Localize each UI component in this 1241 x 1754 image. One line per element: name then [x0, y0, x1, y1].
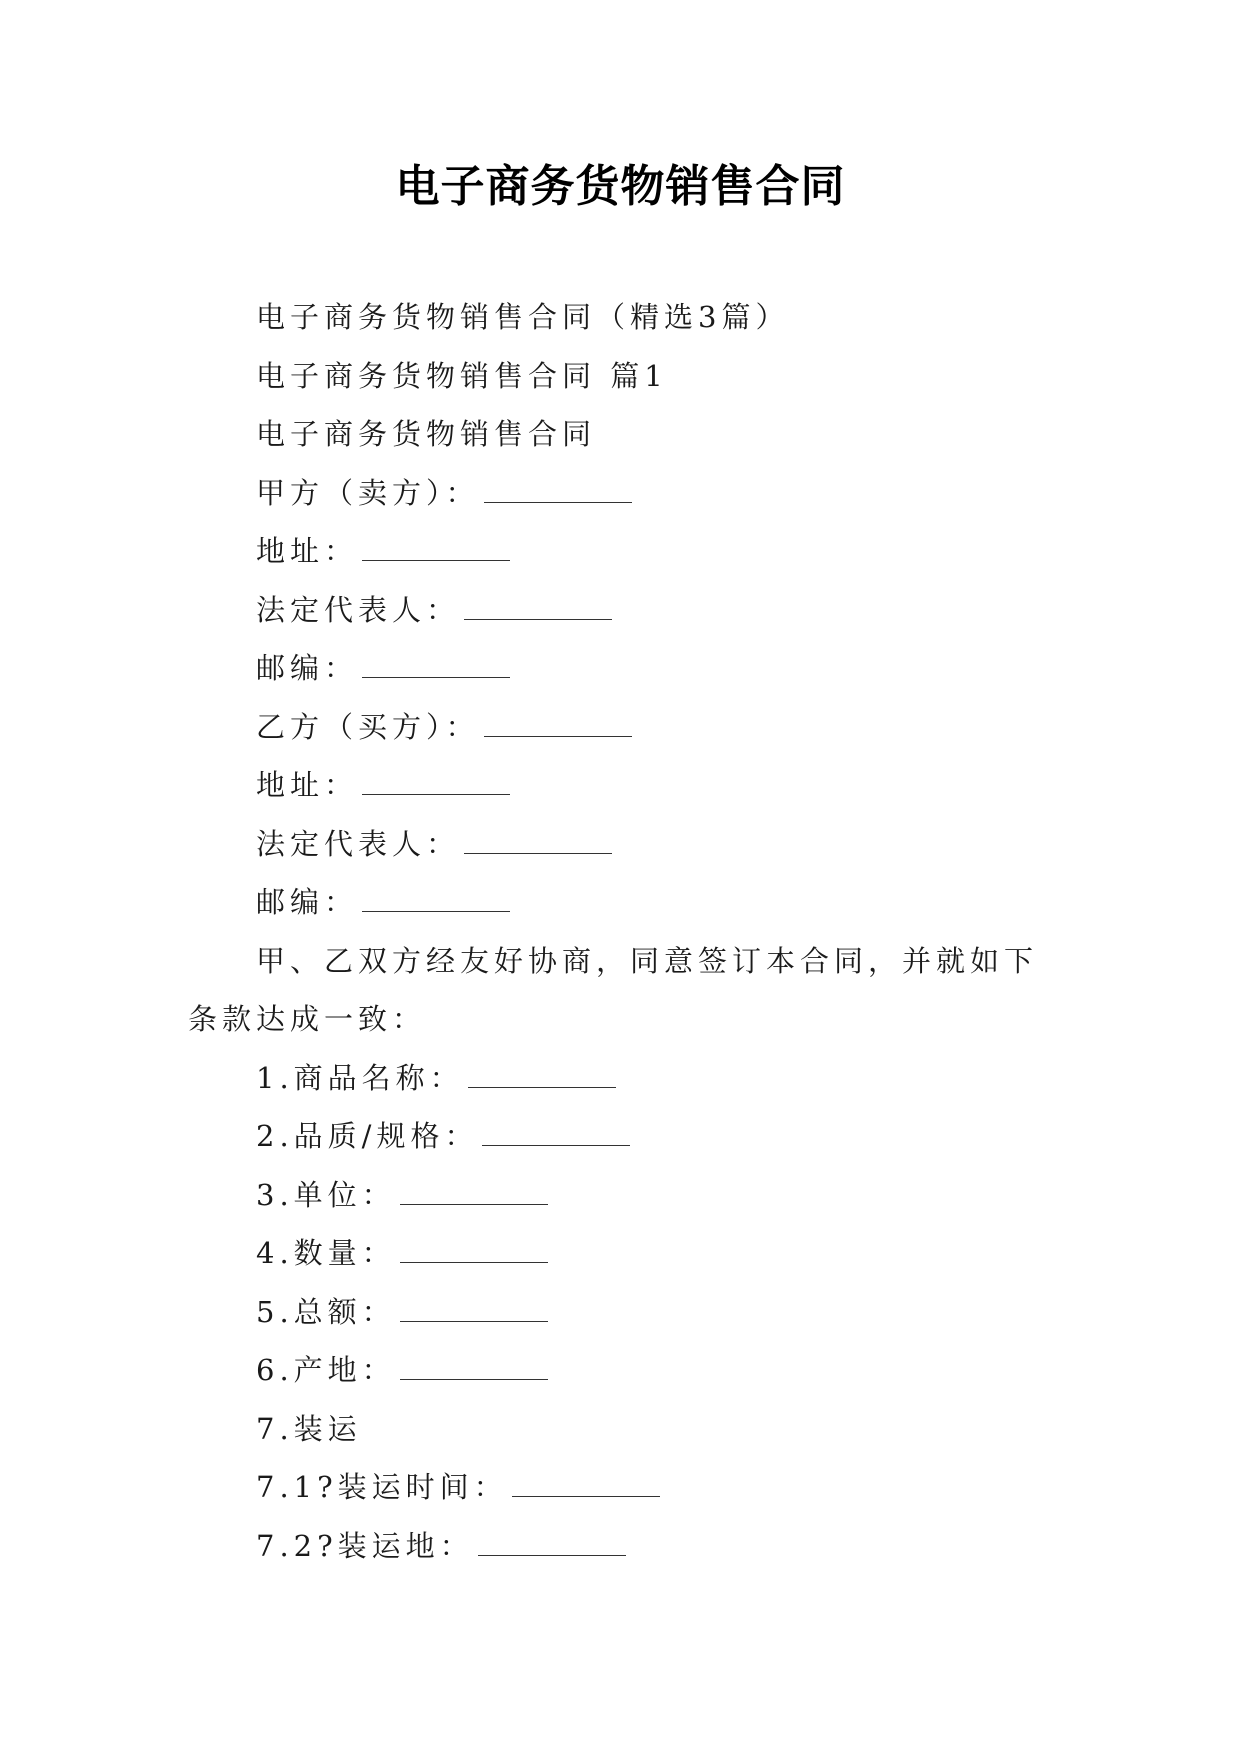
term-line	[188, 1400, 1068, 1459]
party-b-representative-line	[188, 815, 1068, 874]
party-a-representative-line	[188, 581, 1068, 640]
term-label: 3.单位：	[256, 1177, 396, 1212]
term-label: 6.产地：	[256, 1353, 396, 1387]
address-label: 地址：	[256, 534, 359, 568]
document-line: 电子商务货物销售合同 篇1	[256, 358, 668, 393]
term-line	[188, 1224, 1068, 1283]
document-line: 电子商务货物销售合同	[256, 417, 597, 451]
blank-field	[362, 540, 510, 561]
party-a-label: 甲方（卖方）：	[256, 475, 480, 510]
document-line: 电子商务货物销售合同（精选3篇）	[256, 300, 790, 334]
party-a-address-line	[188, 522, 1068, 581]
term-label: 4.数量：	[256, 1236, 396, 1270]
blank-field	[484, 716, 632, 737]
blank-field	[468, 1067, 616, 1088]
blank-field	[512, 1476, 660, 1497]
party-b-postcode-line	[188, 873, 1068, 932]
blank-field	[400, 1184, 548, 1205]
term-line	[188, 1341, 1068, 1400]
party-a-line	[188, 464, 1068, 523]
term-line	[188, 1517, 1068, 1576]
blank-field	[482, 1125, 630, 1146]
blank-field	[400, 1301, 548, 1322]
agreement-paragraph: 甲、乙双方经友好协商，同意签订本合同，并就如下条款达成一致：	[188, 943, 1039, 1036]
term-label: 1.商品名称：	[256, 1060, 464, 1095]
term-line	[188, 1458, 1068, 1517]
blank-field	[464, 599, 612, 620]
blank-field	[400, 1359, 548, 1380]
address-label: 地址：	[256, 768, 359, 802]
blank-field	[362, 657, 510, 678]
blank-field	[464, 833, 612, 854]
blank-field	[484, 482, 632, 503]
party-b-line	[188, 698, 1068, 757]
blank-field	[478, 1535, 626, 1556]
blank-field	[400, 1242, 548, 1263]
party-b-label: 乙方（买方）：	[256, 709, 480, 744]
term-line	[188, 1107, 1068, 1166]
party-a-postcode-line	[188, 639, 1068, 698]
term-line	[188, 1166, 1068, 1225]
term-label: 7.2?装运地：	[256, 1528, 474, 1563]
postcode-label: 邮编：	[256, 651, 359, 685]
term-label: 5.总额：	[256, 1294, 396, 1329]
representative-label: 法定代表人：	[256, 592, 461, 627]
blank-field	[362, 891, 510, 912]
term-line	[188, 1283, 1068, 1342]
postcode-label: 邮编：	[256, 885, 359, 919]
blank-field	[362, 774, 510, 795]
party-b-address-line	[188, 756, 1068, 815]
page-title: 电子商务货物销售合同	[395, 161, 846, 212]
term-label: 2.品质/规格：	[256, 1119, 479, 1153]
document-body	[188, 288, 1068, 1575]
term-label: 7.1?装运时间：	[256, 1470, 508, 1504]
representative-label: 法定代表人：	[256, 826, 461, 861]
term-line	[188, 1049, 1068, 1108]
term-label: 7.装运	[256, 1411, 362, 1446]
